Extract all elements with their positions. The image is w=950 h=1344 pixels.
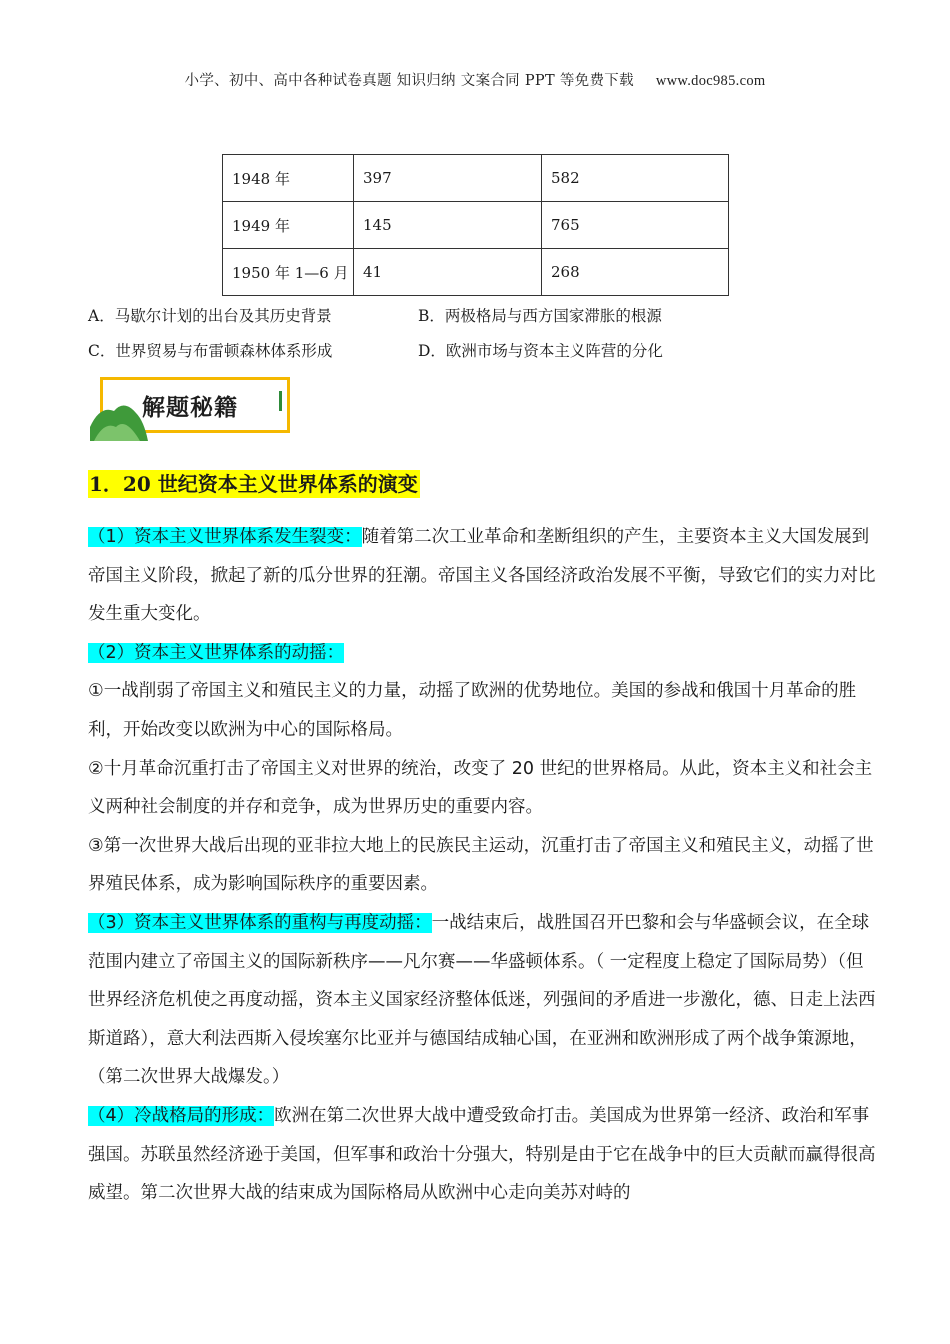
paragraph-text: ①一战削弱了帝国主义和殖民主义的力量，动摇了欧洲的优势地位。美国的参战和俄国十月革命的胜利，开始改变以欧洲为中心的国际格局。 [88, 681, 857, 740]
header-title: 小学、初中、高中各种试卷真题 知识归纳 文案合同 PPT 等免费下载 [184, 73, 634, 89]
option-c: C．世界贸易与布雷顿森林体系形成 [88, 342, 333, 360]
paragraph-text: ③第一次世界大战后出现的亚非拉大地上的民族民主运动，沉重打击了帝国主义和殖民主义，动摇了世界殖民体系，成为影响国际秩序的重要因素。 [88, 835, 874, 895]
header-url[interactable]: www.doc985.com [655, 73, 766, 89]
paragraph-heading: （3）资本主义世界体系的重构与再度动摇： [88, 912, 432, 933]
option-a: A．马歇尔计划的出台及其历史背景 [88, 307, 332, 325]
section-title: 1．20 世纪资本主义世界体系的演变 [89, 472, 418, 496]
badge-accent-mark [279, 391, 282, 411]
paragraph [88, 750, 878, 827]
option-b: B．两极格局与西方国家滞胀的根源 [418, 307, 662, 325]
paragraph-text: ②十月革命沉重打击了帝国主义对世界的统治，改变了 20 世纪的世界格局。从此，资本主义和社会主义两种社会制度的并存和竞争，成为世界历史的重要内容。 [88, 758, 873, 818]
trade-table [222, 154, 729, 296]
paragraph [88, 1097, 878, 1213]
paragraph-heading: （4）冷战格局的形成： [88, 1105, 275, 1126]
table-cell: 1948 年 [223, 155, 354, 202]
table-cell: 268 [542, 249, 729, 296]
body-text [88, 518, 878, 1213]
table-cell: 41 [354, 249, 542, 296]
mountain-icon [90, 397, 150, 441]
table-row [223, 249, 729, 296]
table-row [223, 202, 729, 249]
paragraph-heading: （1）资本主义世界体系发生裂变： [88, 527, 362, 547]
page-header [0, 69, 950, 90]
paragraph [88, 827, 878, 904]
table-cell: 765 [542, 202, 729, 249]
paragraph [88, 634, 878, 673]
table-cell: 1950 年 1—6 月 [223, 249, 354, 296]
paragraph [88, 904, 878, 1097]
paragraph [88, 518, 878, 634]
table-cell: 582 [542, 155, 729, 202]
table-cell: 1949 年 [223, 202, 354, 249]
option-d: D．欧洲市场与资本主义阵营的分化 [418, 342, 663, 360]
tips-badge [90, 375, 296, 439]
paragraph-text: 随着第二次工业革命和垄断组织的产生，主要资本主义大国发展到帝国主义阶段，掀起了新的瓜分世界的狂潮。帝国主义各国经济政治发展不平衡，导致它们的实力对比发生重大变化。 [88, 527, 876, 625]
paragraph-text: 一战结束后，战胜国召开巴黎和会与华盛顿会议，在全球范围内建立了帝国主义的国际新秩序——凡尔赛——华盛顿体系。（ 一定程度上稳定了国际局势）（但世界经济危机使之再度动摇，资本主义国家经济整体低迷，列强间的矛盾进一步激化，德、日走上法西斯道路），意大利法西斯入侵埃塞尔比亚并与德国结成轴心国，在亚洲和欧洲形成了两个战争策源地，（第二次世界大战爆发。） [88, 912, 876, 1088]
table-cell: 145 [354, 202, 542, 249]
table-row [223, 155, 729, 202]
paragraph-heading: （2）资本主义世界体系的动摇： [88, 642, 345, 663]
badge-label: 解题秘籍 [142, 395, 238, 421]
paragraph-text: 欧洲在第二次世界大战中遭受致命打击。美国成为世界第一经济、政治和军事强国。苏联虽然经济逊于美国，但军事和政治十分强大，特别是由于它在战争中的巨大贡献而赢得很高威望。第二次世界大战的结束成为国际格局从欧洲中心走向美苏对峙的 [88, 1105, 876, 1204]
table-cell: 397 [354, 155, 542, 202]
paragraph [88, 672, 878, 749]
